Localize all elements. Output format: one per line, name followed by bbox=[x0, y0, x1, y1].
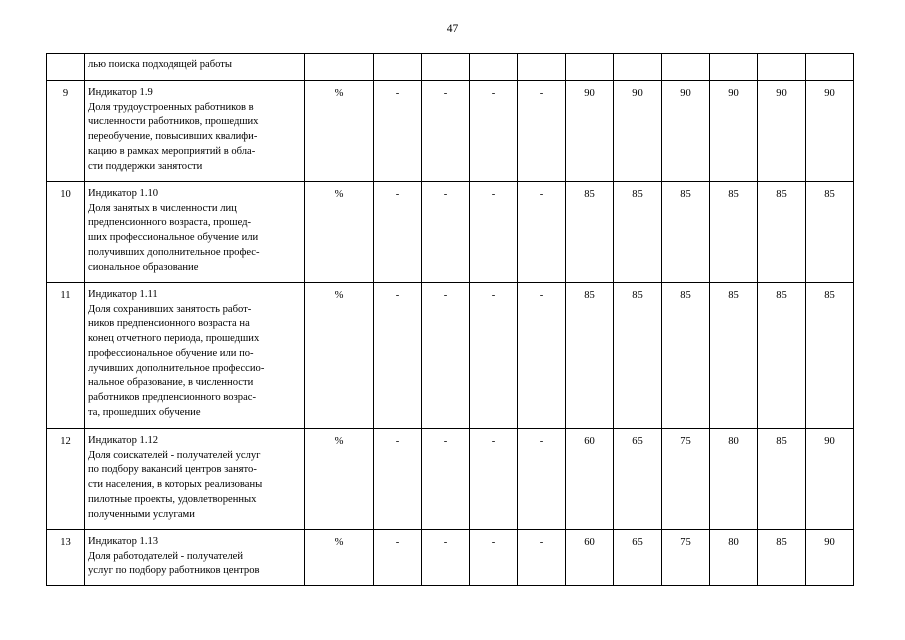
description-line: получивших дополнительное профес- bbox=[88, 246, 260, 258]
indicator-description bbox=[85, 530, 305, 586]
description-line: конец отчетного периода, прошедших bbox=[88, 333, 260, 345]
table-row bbox=[47, 530, 854, 586]
description-line: ших профессиональное обучение или bbox=[88, 232, 259, 244]
indicator-title: Индикатор 1.13 bbox=[88, 536, 159, 547]
value-cell: - bbox=[422, 81, 470, 182]
value-cell: 85 bbox=[758, 182, 806, 283]
continuation-text: лью поиска подходящей работы bbox=[85, 54, 305, 81]
value-cell: - bbox=[518, 283, 566, 429]
indicator-description bbox=[85, 283, 305, 429]
value-cell: - bbox=[374, 429, 422, 530]
value-cell: - bbox=[374, 81, 422, 182]
value-cell: - bbox=[374, 530, 422, 586]
table-row bbox=[47, 283, 854, 429]
description-line: сти поддержки занятости bbox=[88, 160, 203, 172]
table-row bbox=[47, 81, 854, 182]
value-cell: - bbox=[422, 530, 470, 586]
unit-cell: % bbox=[305, 530, 374, 586]
indicators-table bbox=[46, 53, 854, 586]
table-row bbox=[47, 429, 854, 530]
indicator-title: Индикатор 1.9 bbox=[88, 87, 153, 98]
value-cell: 85 bbox=[710, 182, 758, 283]
description-line: сиональное образование bbox=[88, 261, 199, 273]
row-number-cell bbox=[47, 54, 85, 81]
description-line: ников предпенсионного возраста на bbox=[88, 318, 250, 330]
description-line: профессиональное обучение или по- bbox=[88, 347, 254, 359]
table-row bbox=[47, 182, 854, 283]
value-cell: 90 bbox=[614, 81, 662, 182]
value-cell: 75 bbox=[662, 530, 710, 586]
value-cell: 90 bbox=[758, 81, 806, 182]
value-cell: 90 bbox=[806, 530, 854, 586]
value-cell: - bbox=[374, 182, 422, 283]
indicator-title: Индикатор 1.10 bbox=[88, 188, 159, 199]
value-cell: 80 bbox=[710, 429, 758, 530]
row-number: 11 bbox=[47, 283, 85, 429]
description-line: та, прошедших обучение bbox=[88, 406, 201, 418]
value-cell: 90 bbox=[710, 81, 758, 182]
description-line: численности работников, прошедших bbox=[88, 116, 259, 128]
value-cell: - bbox=[518, 530, 566, 586]
value-cell: 85 bbox=[614, 283, 662, 429]
value-cell: 65 bbox=[614, 429, 662, 530]
value-cell: 85 bbox=[806, 283, 854, 429]
value-cell: 85 bbox=[758, 283, 806, 429]
description-line: работников предпенсионного возрас- bbox=[88, 391, 256, 403]
value-cell: - bbox=[422, 429, 470, 530]
value-cell: 85 bbox=[758, 530, 806, 586]
indicator-description bbox=[85, 429, 305, 530]
value-cell: 85 bbox=[710, 283, 758, 429]
value-cell: 90 bbox=[806, 429, 854, 530]
value-cell: - bbox=[470, 283, 518, 429]
value-cell: 85 bbox=[566, 182, 614, 283]
table-row-continuation bbox=[47, 54, 854, 81]
description-line: по подбору вакансий центров занято- bbox=[88, 464, 257, 476]
value-cell: - bbox=[422, 283, 470, 429]
description-line: предпенсионного возраста, прошед- bbox=[88, 217, 252, 229]
description-line: Доля трудоустроенных работников в bbox=[88, 101, 254, 113]
value-cell: 85 bbox=[566, 283, 614, 429]
value-cell: - bbox=[518, 429, 566, 530]
value-cell: 85 bbox=[662, 283, 710, 429]
row-number: 9 bbox=[47, 81, 85, 182]
value-cell: 60 bbox=[566, 530, 614, 586]
value-cell: 75 bbox=[662, 429, 710, 530]
value-cell: - bbox=[470, 182, 518, 283]
page-number: 47 bbox=[446, 23, 459, 35]
description-line: кацию в рамках мероприятий в обла- bbox=[88, 145, 256, 157]
description-line: пилотные проекты, удовлетворенных bbox=[88, 493, 257, 505]
unit-cell: % bbox=[305, 429, 374, 530]
unit-cell: % bbox=[305, 283, 374, 429]
description-line: Доля сохранивших занятость работ- bbox=[88, 303, 252, 315]
description-line: Доля соискателей - получателей услуг bbox=[88, 449, 261, 461]
value-cell: - bbox=[518, 81, 566, 182]
value-cell: 60 bbox=[566, 429, 614, 530]
indicator-title: Индикатор 1.11 bbox=[88, 289, 158, 300]
unit-cell: % bbox=[305, 81, 374, 182]
unit-cell: % bbox=[305, 182, 374, 283]
value-cell: - bbox=[470, 429, 518, 530]
indicator-title: Индикатор 1.12 bbox=[88, 435, 159, 446]
value-cell: 90 bbox=[806, 81, 854, 182]
description-line: услуг по подбору работников центров bbox=[88, 565, 260, 577]
value-cell: 90 bbox=[662, 81, 710, 182]
value-cell: 85 bbox=[662, 182, 710, 283]
description-line: Доля занятых в численности лиц bbox=[88, 202, 237, 214]
description-line: Доля работодателей - получателей bbox=[88, 550, 244, 562]
description-line: сти населения, в которых реализованы bbox=[88, 479, 263, 491]
indicator-description bbox=[85, 182, 305, 283]
value-cell: - bbox=[518, 182, 566, 283]
value-cell: 80 bbox=[710, 530, 758, 586]
value-cell: - bbox=[470, 81, 518, 182]
indicator-description bbox=[85, 81, 305, 182]
value-cell: 85 bbox=[806, 182, 854, 283]
value-cell: 90 bbox=[566, 81, 614, 182]
row-number: 13 bbox=[47, 530, 85, 586]
value-cell: 85 bbox=[614, 182, 662, 283]
row-number: 10 bbox=[47, 182, 85, 283]
value-cell: 65 bbox=[614, 530, 662, 586]
value-cell: - bbox=[422, 182, 470, 283]
value-cell: - bbox=[470, 530, 518, 586]
description-line: переобучение, повысивших квалифи- bbox=[88, 131, 258, 143]
row-number: 12 bbox=[47, 429, 85, 530]
description-line: лучивших дополнительное профессио- bbox=[88, 362, 265, 374]
value-cell: - bbox=[374, 283, 422, 429]
value-cell: 85 bbox=[758, 429, 806, 530]
description-line: полученными услугами bbox=[88, 508, 195, 520]
description-line: нальное образование, в численности bbox=[88, 377, 254, 389]
